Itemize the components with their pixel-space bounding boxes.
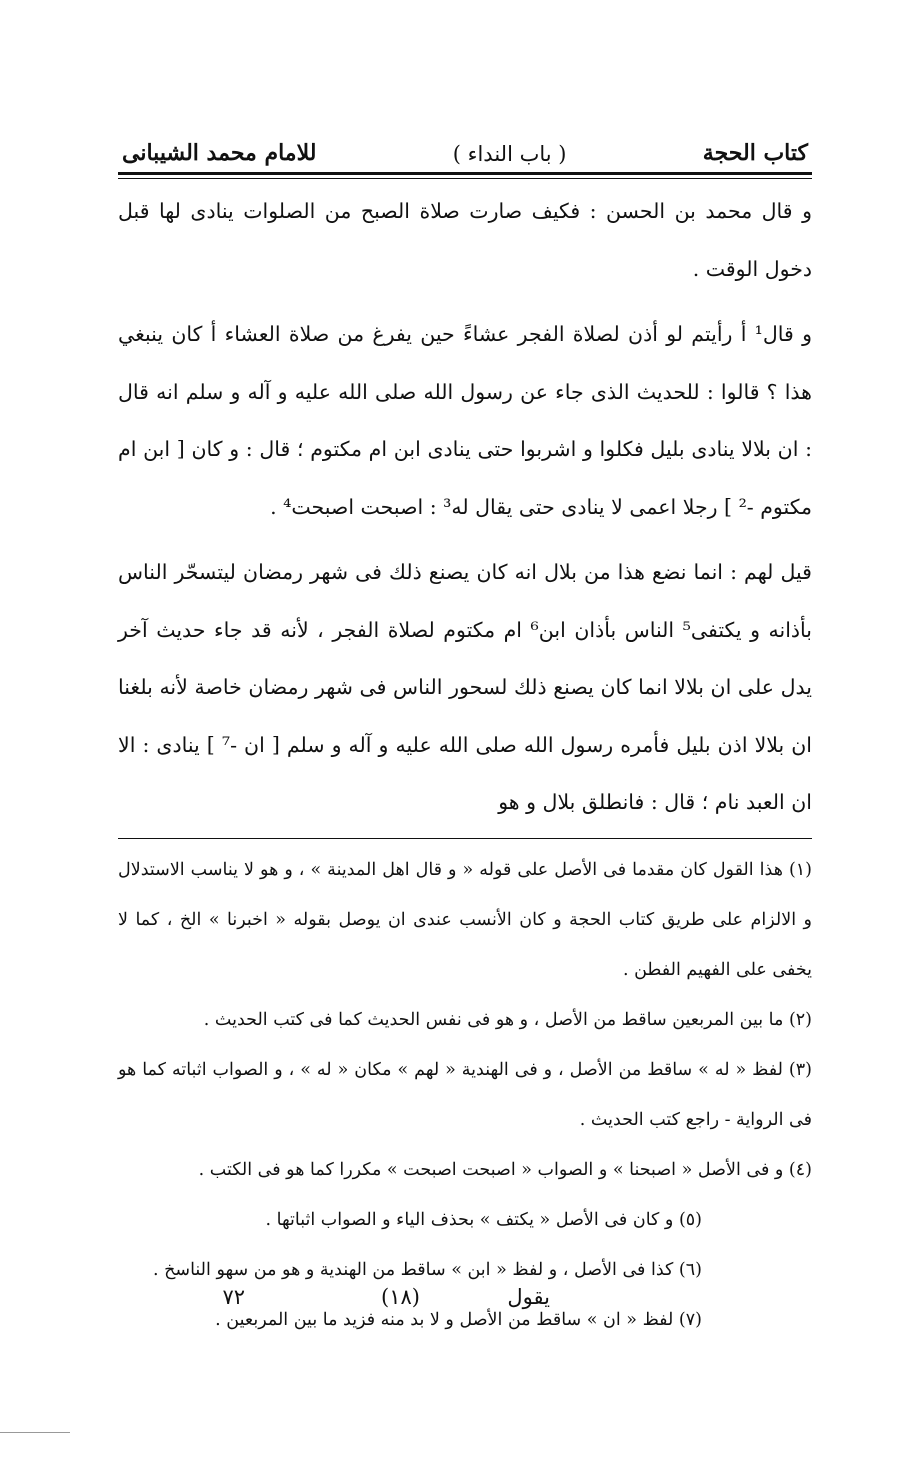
- footnote-divider: [118, 838, 812, 839]
- running-header: [118, 118, 812, 166]
- paragraph: قيل لهم : انما نضع هذا من بلال انه كان يصنع ذلك فى شهر رمضان ليتسحّر الناس بأذانه و يكتفى⁵ الناس بأذان ابن⁶ ام مكتوم لصلاة الفجر ، لأنه قد جاء حديث آخر يدل على ان بلالا انما كان يصنع ذلك لسحور الناس فى شهر رمضان خاصة لأنه بلغنا ان بلالا اذن بليل فأمره رسول الله صلى الله عليه و آله و سلم [ ان -⁷ ] ينادى : الا ان العبد نام ؛ قال : فانطلق بلال و هو: [118, 560, 813, 814]
- page-footer: [150, 1285, 550, 1325]
- header-author: للامام محمد الشيبانى: [122, 140, 317, 166]
- footnote: (٤) و فى الأصل « اصبحنا » و الصواب « اصبحت اصبحت » مكررا كما هو فى الكتب .: [198, 1159, 812, 1180]
- footnote: (٣) لفظ « له » ساقط من الأصل ، و فى الهندية « لهم » مكان « له » ، و الصواب اثباته كما هو فى الرواية - راجع كتب الحديث .: [118, 1059, 812, 1130]
- book-page: [118, 118, 812, 1345]
- footnotes: [118, 845, 812, 1345]
- footnote: (٢) ما بين المربعين ساقط من الأصل ، و هو فى نفس الحديث كما فى كتب الحديث .: [203, 1009, 812, 1030]
- page-number: ٧٢: [222, 1285, 245, 1309]
- footnote: (١) هذا القول كان مقدما فى الأصل على قوله « و قال اهل المدينة » ، و هو لا يناسب الاستدلال و الالزام على طريق كتاب الحجة و كان الأنسب عندى ان يوصل بقوله « اخبرنا » الخ ، كما لا يخفى على الفهيم الفطن .: [118, 859, 812, 980]
- header-rule-thick: [118, 172, 812, 175]
- header-chapter-title: ( باب النداء ): [452, 142, 567, 166]
- paragraph: و قال محمد بن الحسن : فكيف صارت صلاة الصبح من الصلوات ينادى لها قبل دخول الوقت .: [118, 199, 812, 281]
- scan-edge-line: [0, 1432, 70, 1433]
- footnote: (٧) لفظ « ان » ساقط من الأصل و لا بد منه فزيد ما بين المربعين .: [215, 1309, 702, 1330]
- catchword: يقول: [507, 1285, 550, 1309]
- signature-mark: (١٨): [381, 1285, 420, 1309]
- main-text: [118, 183, 812, 832]
- footnote: (٥) و كان فى الأصل « يكتف » بحذف الياء و الصواب اثباتها .: [265, 1209, 702, 1230]
- paragraph: و قال¹ أ رأيتم لو أذن لصلاة الفجر عشاءً حين يفرغ من صلاة العشاء أ كان ينبغي هذا ؟ قالوا : للحديث الذى جاء عن رسول الله صلى الله عليه و آله و سلم انه قال : ان بلالا ينادى بليل فكلوا و اشربوا حتى ينادى ابن ام مكتوم ؛ قال : و كان [ ابن ام مكتوم -² ] رجلا اعمى لا ينادى حتى يقال له³ : اصبحت اصبحت⁴ .: [118, 322, 812, 519]
- header-rule-thin: [118, 178, 812, 179]
- footnote: (٦) كذا فى الأصل ، و لفظ « ابن » ساقط من الهندية و هو من سهو الناسخ .: [152, 1259, 702, 1280]
- header-book-title: كتاب الحجة: [702, 140, 808, 166]
